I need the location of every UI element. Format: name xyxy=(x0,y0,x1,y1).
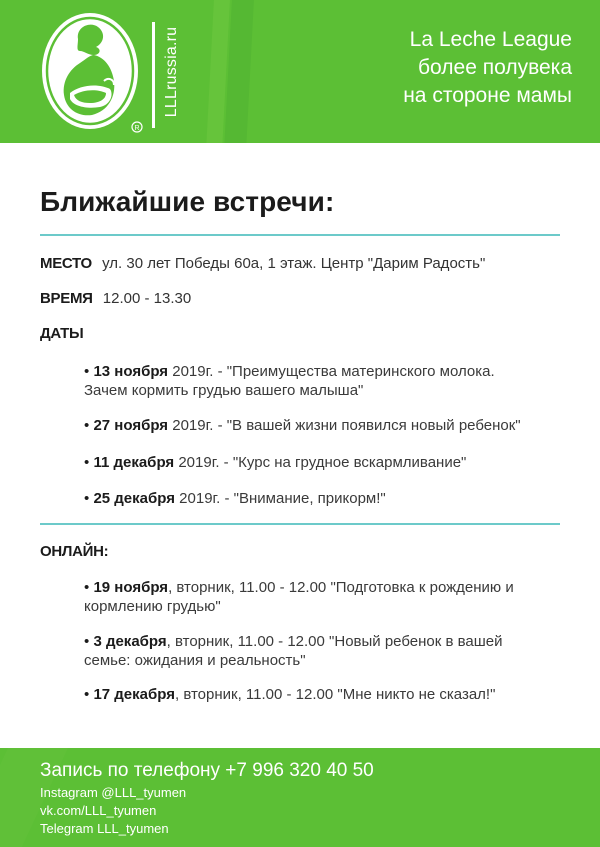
page-title: Ближайшие встречи: xyxy=(40,186,335,217)
event-date: 27 ноября xyxy=(93,417,169,434)
telegram-handle: Telegram LLL_tyumen xyxy=(40,821,169,836)
list-item xyxy=(84,489,564,508)
time-label: ВРЕМЯ xyxy=(40,290,93,307)
event-text: , вторник, 11.00 - 12.00 "Мне никто не сказал!" xyxy=(175,686,496,703)
online-label: ОНЛАЙН: xyxy=(40,543,109,560)
bullet-icon: • xyxy=(84,454,90,471)
place-row xyxy=(40,255,485,272)
header-banner xyxy=(0,0,600,143)
dates-label: ДАТЫ xyxy=(40,325,84,342)
bullet-icon: • xyxy=(84,490,90,507)
event-text: 2019г. - "В вашей жизни появился новый ребенок" xyxy=(168,417,521,434)
svg-text:R: R xyxy=(134,125,140,132)
event-text: 2019г. - "Внимание, прикорм!" xyxy=(175,490,386,507)
bullet-icon: • xyxy=(84,686,90,703)
event-date: 13 ноября xyxy=(93,363,169,380)
event-text: семье: ожидания и реальность" xyxy=(84,652,306,669)
tagline xyxy=(403,26,572,110)
list-item xyxy=(84,632,564,670)
event-text: 2019г. - "Курс на грудное вскармливание" xyxy=(174,454,467,471)
phone-signup: Запись по телефону +7 996 320 40 50 xyxy=(40,760,374,781)
event-date: 17 декабря xyxy=(93,686,175,703)
footer-contacts xyxy=(0,748,600,847)
tagline-line: La Leche League xyxy=(409,28,572,51)
place-label: МЕСТО xyxy=(40,255,92,272)
website-url: LLLrussia.ru xyxy=(163,26,180,118)
event-text: кормлению грудью" xyxy=(84,598,221,615)
event-text: Зачем кормить грудью вашего малыша" xyxy=(84,382,364,399)
divider xyxy=(40,523,560,525)
place-value: ул. 30 лет Победы 60а, 1 этаж. Центр "Дарим Радость" xyxy=(102,255,486,272)
bullet-icon: • xyxy=(84,633,90,650)
event-text: , вторник, 11.00 - 12.00 "Новый ребенок в вашей xyxy=(166,633,503,650)
list-item xyxy=(84,362,564,400)
list-item xyxy=(84,685,564,704)
list-item xyxy=(84,578,564,616)
tagline-line: на стороне мамы xyxy=(403,84,572,107)
list-item xyxy=(84,416,564,435)
tagline-line: более полувека xyxy=(418,56,572,79)
instagram-handle: Instagram @LLL_tyumen xyxy=(40,785,187,800)
vk-link: vk.com/LLL_tyumen xyxy=(40,803,157,818)
bullet-icon: • xyxy=(84,417,90,434)
event-date: 11 декабря xyxy=(93,454,175,471)
event-date: 25 декабря xyxy=(93,490,175,507)
list-item xyxy=(84,453,564,472)
lll-mother-baby-logo-icon xyxy=(40,11,144,135)
time-row xyxy=(40,290,191,307)
time-value: 12.00 - 13.30 xyxy=(102,290,192,307)
bullet-icon: • xyxy=(84,363,90,380)
event-text: , вторник, 11.00 - 12.00 "Подготовка к рождению и xyxy=(168,579,514,596)
bullet-icon: • xyxy=(84,579,90,596)
divider xyxy=(40,234,560,236)
event-text: 2019г. - "Преимущества материнского молока. xyxy=(168,363,495,380)
event-date: 19 ноября xyxy=(93,579,169,596)
logo-divider-line xyxy=(152,22,155,128)
event-date: 3 декабря xyxy=(93,633,167,650)
